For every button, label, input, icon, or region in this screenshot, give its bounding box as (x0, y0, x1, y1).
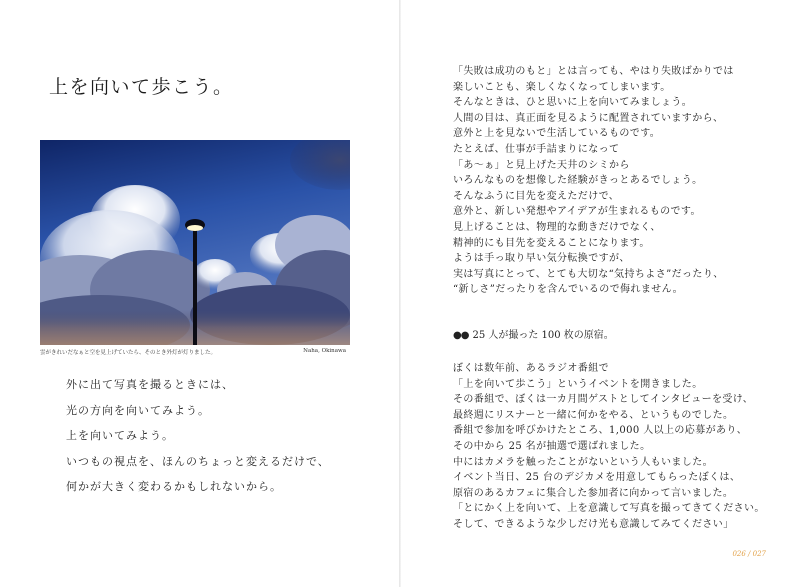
text-line: ぼくは数年前、あるラジオ番組で (453, 363, 609, 374)
text-line: そして、できるような少しだけ光も意識してみてください」 (453, 518, 734, 530)
text-line: 意外と、新しい発想やアイデアが生まれるものです。 (453, 206, 701, 218)
section-bullet: ●● (453, 330, 469, 341)
text-line: 原宿のあるカフェに集合した参加者に向かって言いました。 (453, 487, 734, 499)
photo-credit: Naha, Okinawa (303, 348, 346, 354)
section-heading (453, 330, 614, 342)
text-line: 「あ〜ぁ」と見上げた天井のシミから (453, 159, 630, 171)
text-line: そんなときは、ひと思いに上を向いてみましょう。 (453, 97, 693, 109)
poem-line: 何かが大きく変わるかもしれないから。 (66, 480, 282, 493)
text-line: 楽しいことも、楽しくなくなってしまいます。 (453, 81, 671, 93)
caption-text: 雲がきれいだなぁと空を見上げていたら、そのとき外灯が灯りました。 (40, 350, 217, 356)
text-line: ようは手っ取り早い気分転換ですが、 (453, 253, 630, 265)
text-line: 見上げることは、物理的な動きだけでなく、 (453, 221, 661, 233)
text-line: 「失敗は成功のもと」とは言っても、やはり失敗ばかりでは (453, 66, 734, 77)
text-line: “新しさ”だったりを含んでいるので侮れません。 (453, 284, 684, 296)
page-heading: 上を向いて歩こう。 (49, 76, 234, 98)
text-line: 実は写真にとって、とても大切な“気持ちよさ”だったり、 (453, 268, 724, 280)
text-line: その中から 25 名が抽選で選ばれました。 (453, 440, 651, 452)
poem-line: 外に出て写真を撮るときには、 (66, 378, 234, 391)
photo-caption (40, 348, 350, 356)
section-title-text: 25 人が撮った 100 枚の原宿。 (472, 330, 614, 341)
poem-line: いつもの視点を、ほんのちょっと変えるだけで、 (66, 454, 330, 468)
poem-line: 光の方向を向いてみよう。 (66, 403, 210, 417)
text-line: 番組で参加を呼びかけたところ、1,000 人以上の応募があり、 (453, 425, 748, 437)
text-line: 人間の目は、真正面を見るように配置されていますから、 (453, 112, 724, 124)
text-line: そんなふうに目先を変えただけで、 (453, 190, 620, 202)
text-line: 「とにかく上を向いて、上を意識して写真を撮ってきてください。 (453, 503, 765, 515)
photo-sky-streetlamp (40, 140, 350, 345)
body-paragraph-1 (453, 66, 734, 300)
page-numbers: 026 / 027 (732, 550, 766, 558)
body-paragraph-2 (453, 363, 765, 535)
text-line: 「上を向いて歩こう」というイベントを開きました。 (453, 378, 703, 390)
text-line: 中にはカメラを触ったことがないという人もいました。 (453, 456, 713, 468)
poem-line: 上を向いてみよう。 (66, 429, 174, 442)
left-page (0, 0, 399, 587)
text-line: 最終週にリスナーと一緒に何かをやる、というものでした。 (453, 409, 734, 421)
text-line: その番組で、ぼくは一カ月間ゲストとしてインタビューを受け、 (453, 394, 754, 406)
text-line: いろんなものを想像した経験がきっとあるでしょう。 (453, 175, 703, 187)
text-line: イベント当日、25 台のデジカメを用意してもらったぼくは、 (453, 472, 741, 484)
poem-block (66, 378, 330, 506)
right-page (401, 0, 800, 587)
text-line: 意外と上を見ないで生活しているものです。 (453, 128, 661, 140)
text-line: 精神的にも目先を変えることになります。 (453, 237, 650, 249)
text-line: たとえば、仕事が手詰まりになって (453, 143, 620, 155)
